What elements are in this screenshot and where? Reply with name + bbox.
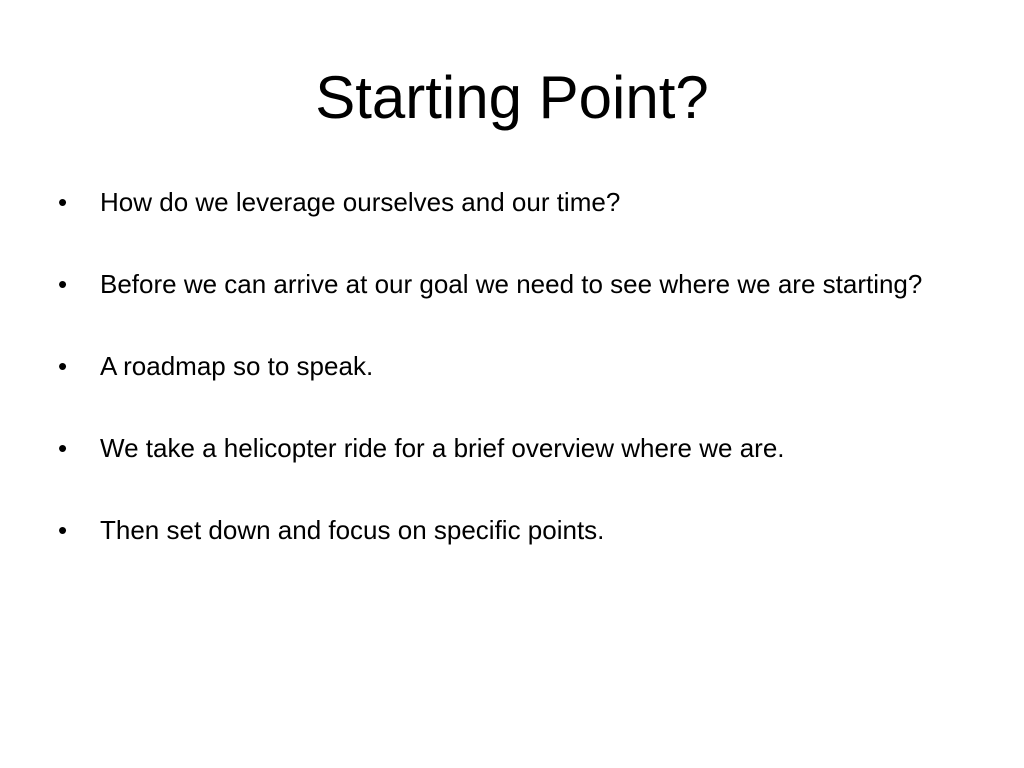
bullet-text: We take a helicopter ride for a brief overview where we are.: [100, 433, 785, 463]
bullet-text: A roadmap so to speak.: [100, 351, 374, 381]
bullet-list: [58, 186, 938, 596]
bullet-text: Then set down and focus on specific points.: [100, 515, 605, 545]
slide-title: Starting Point?: [315, 64, 709, 131]
bullet-marker: •: [58, 269, 68, 299]
bullet-item: [58, 432, 938, 464]
bullet-text: Before we can arrive at our goal we need to see where we are starting?: [100, 269, 923, 299]
bullet-item: [58, 514, 938, 546]
bullet-marker: •: [58, 433, 68, 463]
bullet-text: How do we leverage ourselves and our time?: [100, 187, 621, 217]
bullet-item: [58, 186, 938, 218]
bullet-item: [58, 350, 938, 382]
bullet-item: [58, 268, 938, 300]
bullet-marker: •: [58, 351, 68, 381]
bullet-marker: •: [58, 515, 68, 545]
bullet-marker: •: [58, 187, 68, 217]
